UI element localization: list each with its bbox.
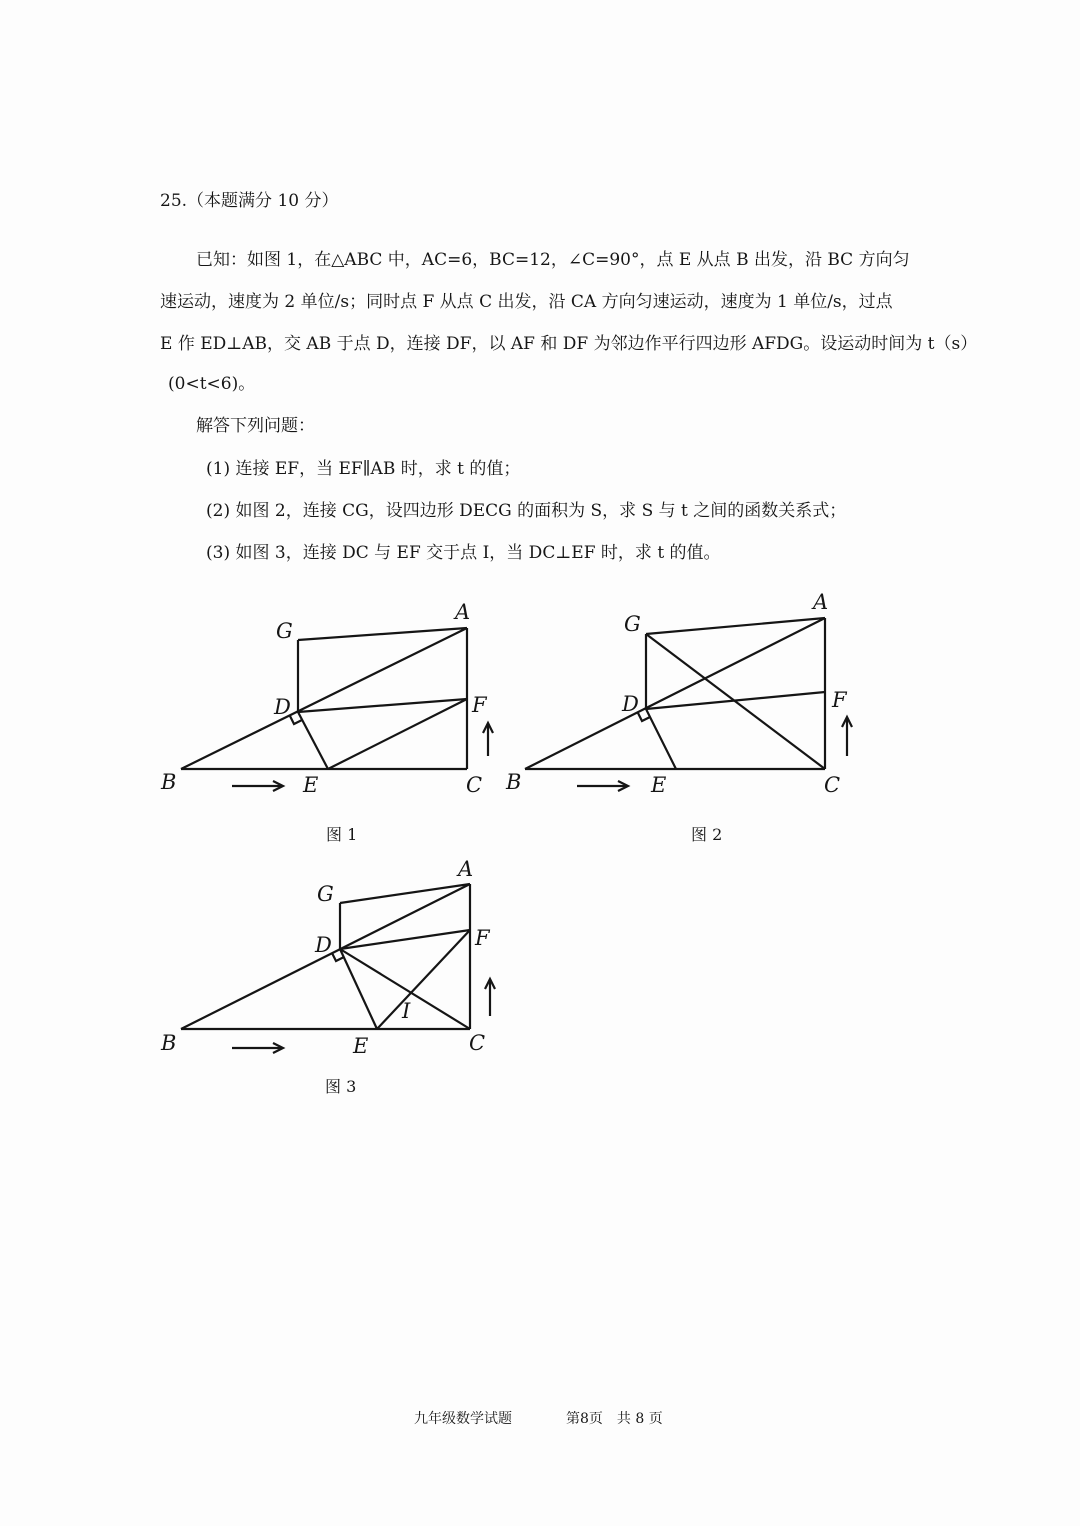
label-A: A (813, 590, 829, 614)
label-C: C (824, 773, 841, 797)
label-B: B (161, 770, 177, 794)
figure-3-caption: 图 3 (325, 1077, 357, 1096)
label-F: F (475, 926, 490, 950)
label-E: E (651, 773, 667, 797)
footer-page-number: 第8页 共 8 页 (566, 1411, 663, 1427)
label-F: F (472, 693, 487, 717)
instruction: 解答下列问题： (196, 416, 315, 436)
footer-subject: 九年级数学试题 (414, 1411, 512, 1427)
given-line-2: 速运动，速度为 2 单位/s；同时点 F 从点 C 出发，沿 CA 方向匀速运动，速度为 1 单位/s，过点 (160, 292, 893, 312)
label-G: G (276, 619, 293, 643)
label-D: D (274, 695, 291, 719)
label-A: A (455, 600, 471, 624)
label-F: F (832, 688, 847, 712)
question-2: (2) 如图 2，连接 CG，设四边形 DECG 的面积为 S，求 S 与 t 之间的函数关系式； (206, 501, 847, 521)
problem-heading: 25.（本题满分 10 分） (160, 191, 339, 211)
label-D: D (315, 933, 332, 957)
figure-1-caption: 图 1 (326, 825, 358, 844)
label-D: D (622, 692, 639, 716)
label-E: E (353, 1034, 369, 1058)
question-1: (1) 连接 EF，当 EF∥AB 时，求 t 的值； (206, 459, 521, 479)
label-C: C (469, 1031, 486, 1055)
label-B: B (506, 770, 522, 794)
figure-2-caption: 图 2 (691, 825, 723, 844)
label-I: I (402, 999, 411, 1023)
label-G: G (317, 882, 334, 906)
label-G: G (624, 612, 641, 636)
question-3: (3) 如图 3，连接 DC 与 EF 交于点 I，当 DC⊥EF 时，求 t 的值。 (206, 543, 721, 563)
given-line-3: E 作 ED⊥AB，交 AB 于点 D，连接 DF，以 AF 和 DF 为邻边作平行四边形 AFDG。设运动时间为 t（s） (160, 334, 978, 354)
label-B: B (161, 1031, 177, 1055)
label-C: C (466, 773, 483, 797)
label-E: E (303, 773, 319, 797)
given-line-4: (0<t<6)。 (168, 374, 256, 394)
given-line-1: 已知：如图 1，在△ABC 中，AC=6，BC=12，∠C=90°，点 E 从点 B 出发，沿 BC 方向匀 (196, 250, 910, 270)
label-A: A (458, 857, 474, 881)
